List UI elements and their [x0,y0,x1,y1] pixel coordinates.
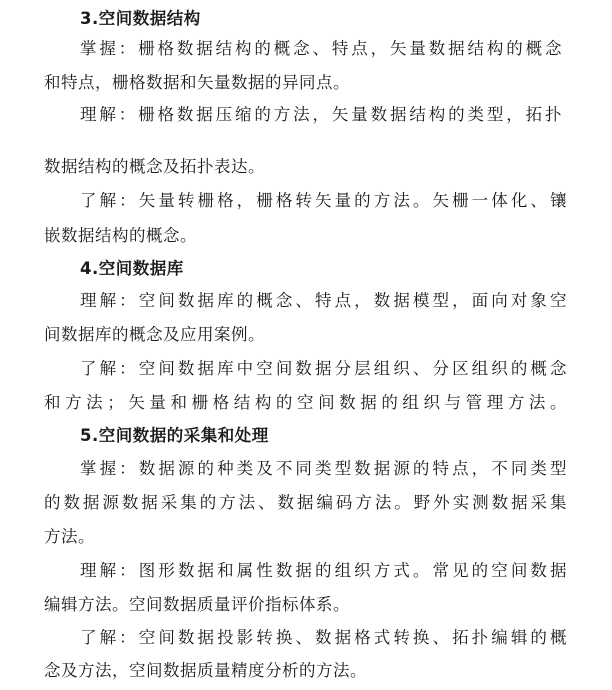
paragraph-line: 数据结构的概念及拓扑表达。 [44,157,265,176]
section-heading-3: 3.空间数据结构 [80,9,201,28]
paragraph-line: 方法。 [44,527,95,546]
paragraph-line: 念及方法，空间数据质量精度分析的方法。 [44,661,367,680]
paragraph-line: 和方法；矢量和栅格结构的空间数据的组织与管理方法。 [44,393,567,412]
paragraph-line: 和特点，栅格数据和矢量数据的异同点。 [44,73,350,92]
section-heading-5: 5.空间数据的采集和处理 [80,426,269,445]
paragraph-line: 理解：图形数据和属性数据的组织方式。常见的空间数据 [80,561,567,580]
section-heading-4: 4.空间数据库 [80,259,184,278]
paragraph-line: 掌握：数据源的种类及不同类型数据源的特点，不同类型 [80,459,567,478]
paragraph-line: 掌握：栅格数据结构的概念、特点，矢量数据结构的概念 [80,39,562,58]
paragraph-line: 了解：空间数据库中空间数据分层组织、分区组织的概念 [80,359,567,378]
paragraph-line: 的数据源数据采集的方法、数据编码方法。野外实测数据采集 [44,493,567,512]
paragraph-line: 了解：空间数据投影转换、数据格式转换、拓扑编辑的概 [80,628,567,647]
paragraph-line: 间数据库的概念及应用案例。 [44,325,265,344]
paragraph-line: 理解：栅格数据压缩的方法，矢量数据结构的类型，拓扑 [80,105,562,124]
paragraph-line: 理解：空间数据库的概念、特点，数据模型，面向对象空 [80,291,567,310]
paragraph-line: 嵌数据结构的概念。 [44,226,197,245]
paragraph-line: 编辑方法。空间数据质量评价指标体系。 [44,595,350,614]
paragraph-line: 了解：矢量转栅格，栅格转矢量的方法。矢栅一体化、镶 [80,191,567,210]
